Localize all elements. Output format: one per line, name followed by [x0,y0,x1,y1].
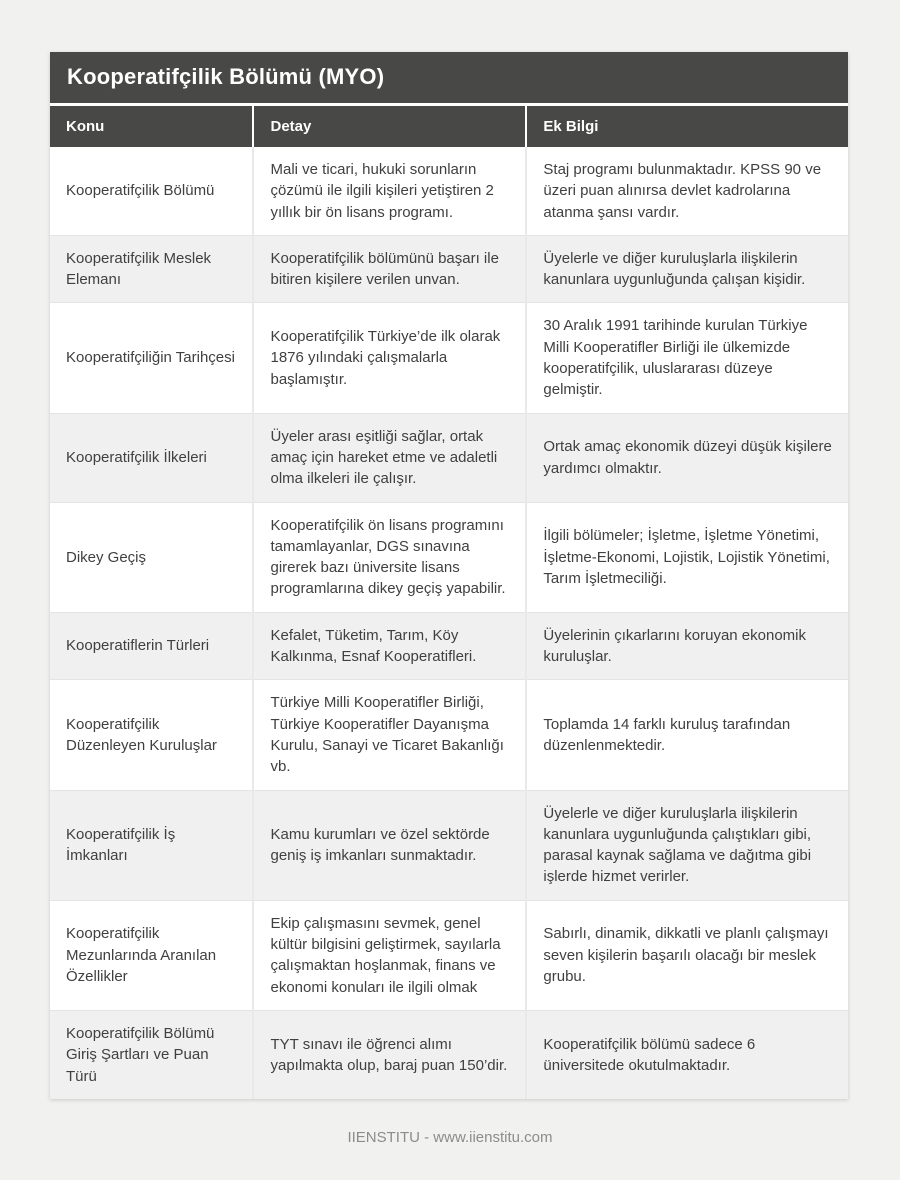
topic-cell: Kooperatifçilik Mezunlarında Aranılan Özellikler [50,900,253,1010]
extra-cell: Ortak amaç ekonomik düzeyi düşük kişilere yardımcı olmaktır. [526,413,848,502]
detail-cell: Türkiye Milli Kooperatifler Birliği, Türkiye Kooperatifler Dayanışma Kurulu, Sanayi ve Ticaret Bakanlığı vb. [253,680,526,790]
table-header-row [50,106,848,147]
detail-cell: Kamu kurumları ve özel sektörde geniş iş imkanları sunmaktadır. [253,790,526,900]
topic-cell: Kooperatifçiliğin Tarihçesi [50,303,253,413]
extra-cell: Sabırlı, dinamik, dikkatli ve planlı çalışmayı seven kişilerin başarılı olacağı bir meslek grubu. [526,900,848,1010]
extra-cell: Üyelerinin çıkarlarını koruyan ekonomik kuruluşlar. [526,612,848,680]
detail-cell: Üyeler arası eşitliği sağlar, ortak amaç için hareket etme ve adaletli olma ilkeleri ile çalışır. [253,413,526,502]
info-card [50,52,848,1099]
topic-cell: Kooperatifçilik İlkeleri [50,413,253,502]
table-row [50,612,848,680]
topic-cell: Kooperatifçilik Bölümü Giriş Şartları ve Puan Türü [50,1010,253,1098]
topic-cell: Kooperatifçilik Meslek Elemanı [50,235,253,303]
extra-cell: Staj programı bulunmaktadır. KPSS 90 ve üzeri puan alınırsa devlet kadrolarına atanma şansı vardır. [526,147,848,235]
extra-cell: Toplamda 14 farklı kuruluş tarafından düzenlenmektedir. [526,680,848,790]
detail-cell: Kooperatifçilik ön lisans programını tamamlayanlar, DGS sınavına girerek bazı üniversite lisans programlarına dikey geçiş yapabilir. [253,502,526,612]
table-row [50,790,848,900]
table-row [50,235,848,303]
extra-cell: Kooperatifçilik bölümü sadece 6 üniversitede okutulmaktadır. [526,1010,848,1098]
detail-cell: Mali ve ticari, hukuki sorunların çözümü ile ilgili kişileri yetiştiren 2 yıllık bir ön lisans programı. [253,147,526,235]
info-table [50,106,848,1099]
table-row [50,147,848,235]
page-title: Kooperatifçilik Bölümü (MYO) [50,52,848,106]
table-row [50,303,848,413]
topic-cell: Kooperatifçilik Düzenleyen Kuruluşlar [50,680,253,790]
topic-cell: Kooperatiflerin Türleri [50,612,253,680]
extra-cell: 30 Aralık 1991 tarihinde kurulan Türkiye Milli Kooperatifler Birliği ile ülkemizde kooperatifçilik, uluslararası düzeye gelmiştir. [526,303,848,413]
detail-cell: Kefalet, Tüketim, Tarım, Köy Kalkınma, Esnaf Kooperatifleri. [253,612,526,680]
column-header-ek-bilgi: Ek Bilgi [526,106,848,147]
table-row [50,1010,848,1098]
footer-text: IIENSTITU - www.iienstitu.com [347,1128,553,1146]
extra-cell: Üyelerle ve diğer kuruluşlarla ilişkilerin kanunlara uygunluğunda çalışan kişidir. [526,235,848,303]
topic-cell: Kooperatifçilik Bölümü [50,147,253,235]
detail-cell: TYT sınavı ile öğrenci alımı yapılmakta olup, baraj puan 150’dir. [253,1010,526,1098]
topic-cell: Kooperatifçilik İş İmkanları [50,790,253,900]
detail-cell: Kooperatifçilik Türkiye’de ilk olarak 1876 yılındaki çalışmalarla başlamıştır. [253,303,526,413]
table-row [50,502,848,612]
column-header-detay: Detay [253,106,526,147]
topic-cell: Dikey Geçiş [50,502,253,612]
extra-cell: Üyelerle ve diğer kuruluşlarla ilişkilerin kanunlara uygunluğunda çalıştıkları gibi, parasal kaynak sağlama ve dağıtma gibi işlerde hizmet verirler. [526,790,848,900]
extra-cell: İlgili bölümeler; İşletme, İşletme Yönetimi, İşletme-Ekonomi, Lojistik, Lojistik Yönetimi, Tarım İşletmeciliği. [526,502,848,612]
table-row [50,413,848,502]
detail-cell: Kooperatifçilik bölümünü başarı ile bitiren kişilere verilen unvan. [253,235,526,303]
column-header-konu: Konu [50,106,253,147]
detail-cell: Ekip çalışmasını sevmek, genel kültür bilgisini geliştirmek, sayılarla çalışmaktan hoşlanmak, finans ve ekonomi konuları ile ilgili olmak [253,900,526,1010]
table-row [50,900,848,1010]
table-row [50,680,848,790]
